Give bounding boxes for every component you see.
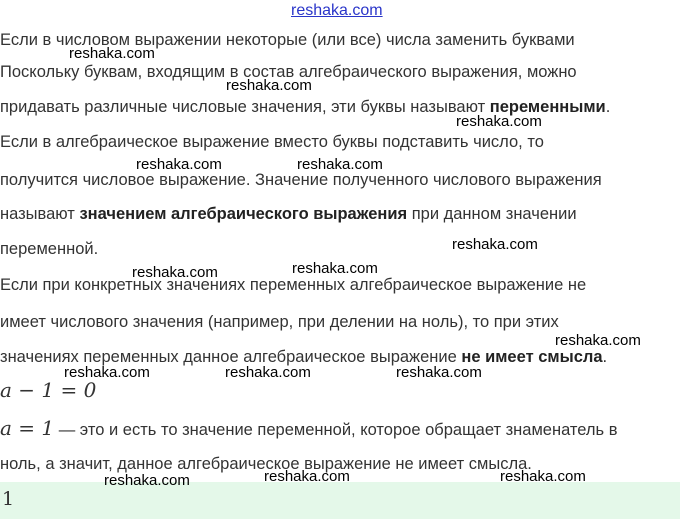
- text-line-4: Если в алгебраическое выражение вместо буквы подставить число, то: [0, 133, 544, 151]
- watermark: reshaka.com: [225, 364, 311, 381]
- text-span: значениях переменных данное алгебраическое выражение: [0, 348, 462, 366]
- text-span: называют: [0, 205, 80, 223]
- text-line-7: переменной.: [0, 240, 99, 258]
- watermark: reshaka.com: [136, 156, 222, 173]
- watermark-link[interactable]: reshaka.com: [291, 2, 383, 19]
- watermark: reshaka.com: [555, 332, 641, 349]
- answer-bar: [0, 482, 680, 519]
- watermark: reshaka.com: [226, 77, 312, 94]
- watermark: reshaka.com: [452, 236, 538, 253]
- watermark: reshaka.com: [69, 45, 155, 62]
- watermark: reshaka.com: [292, 260, 378, 277]
- text-line-9: имеет числового значения (например, при делении на ноль), то при этих: [0, 313, 559, 331]
- text-span: .: [605, 98, 611, 116]
- text-span: при данном значении: [407, 205, 577, 223]
- answer-value: 1: [2, 488, 15, 510]
- watermark: reshaka.com: [297, 156, 383, 173]
- watermark: reshaka.com: [396, 364, 482, 381]
- watermark: reshaka.com: [264, 468, 350, 485]
- watermark: reshaka.com: [500, 468, 586, 485]
- text-line-6: [0, 206, 577, 223]
- term-expression-value: значением алгебраического выражения: [79, 205, 408, 223]
- text-span: — это и есть то значение переменной, которое обращает знаменатель в: [54, 421, 618, 439]
- term-variables: переменными: [489, 98, 606, 116]
- watermark: reshaka.com: [104, 472, 190, 489]
- equation-2-line: [0, 418, 617, 439]
- math-expression: a = 1: [0, 416, 55, 440]
- text-line-last: ноль, а значит, данное алгебраическое выражение не имеет смысла.: [0, 455, 532, 473]
- watermark: reshaka.com: [456, 113, 542, 130]
- text-line-1: Если в числовом выражении некоторые (или все) числа заменить буквами: [0, 31, 575, 49]
- text-line-8: Если при конкретных значениях переменных алгебраическое выражение не: [0, 276, 587, 294]
- text-line-5: получится числовое выражение. Значение полученного числового выражения: [0, 171, 602, 189]
- text-span: .: [602, 348, 608, 366]
- math-expression: a − 1 = 0: [0, 378, 97, 402]
- text-line-2: Поскольку буквам, входящим в состав алгебраического выражения, можно: [0, 63, 577, 81]
- watermark: reshaka.com: [132, 264, 218, 281]
- term-undefined: не имеет смысла: [461, 348, 603, 366]
- watermark: reshaka.com: [64, 364, 150, 381]
- equation-1: [0, 380, 96, 401]
- text-span: придавать различные числовые значения, эти буквы называют: [0, 98, 490, 116]
